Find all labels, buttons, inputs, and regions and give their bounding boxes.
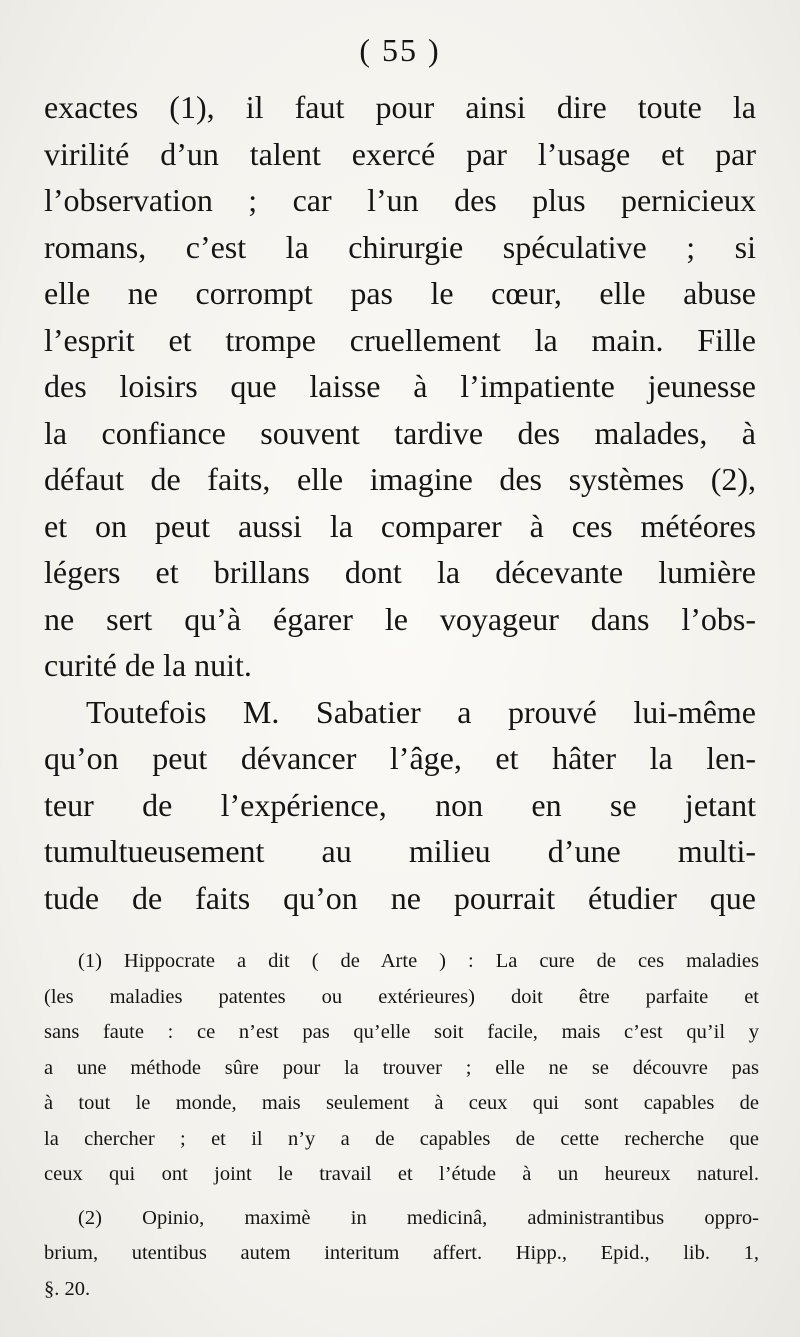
footnote-2-line: brium, utentibus autem interitum affert. Hipp., Epid., lib. 1, — [44, 1242, 759, 1264]
main-text — [44, 84, 756, 921]
text-line: Toutefois M. Sabatier a prouvé lui-même — [86, 693, 756, 730]
footnote-gap — [44, 1193, 759, 1201]
text-line: défaut de faits, elle imagine des systèmes (2), — [44, 461, 756, 497]
footnote-1-line: la chercher ; et il n’y a de capables de cette recherche que — [44, 1127, 759, 1150]
text-line: curité de la nuit. — [44, 647, 252, 683]
text-line: l’esprit et trompe cruellement la main. Fille — [44, 321, 756, 358]
text-line: teur de l’expérience, non en se jetant — [44, 786, 756, 823]
footnote-2-line: (2) Opinio, maximè in medicinâ, administrantibus oppro- — [78, 1206, 759, 1229]
footnote-1-line: a une méthode sûre pour la trouver ; elle ne se découvre pas — [44, 1056, 759, 1079]
page-number: ( 55 ) — [359, 32, 441, 68]
footnote-1-line: sans faute : ce n’est pas qu’elle soit facile, mais c’est qu’il y — [44, 1021, 759, 1043]
text-line: ne sert qu’à égarer le voyageur dans l’obs- — [44, 600, 756, 637]
footnote-1-line: (les maladies patentes ou extérieures) doit être parfaite et — [44, 985, 759, 1008]
text-line: elle ne corrompt pas le cœur, elle abuse — [44, 275, 756, 311]
text-line: qu’on peut dévancer l’âge, et hâter la len- — [44, 740, 756, 776]
text-line: la confiance souvent tardive des malades, à — [44, 414, 756, 451]
footnote-1-line: (1) Hippocrate a dit ( de Arte ) : La cure de ces maladies — [78, 950, 759, 972]
text-line: légers et brillans dont la décevante lumière — [44, 554, 756, 590]
text-line: tumultueusement au milieu d’une multi- — [44, 833, 756, 869]
text-line: romans, c’est la chirurgie spéculative ; si — [44, 228, 756, 265]
text-line: tude de faits qu’on ne pourrait étudier que — [44, 879, 756, 916]
text-line: exactes (1), il faut pour ainsi dire toute la — [44, 89, 756, 125]
footnotes — [44, 944, 759, 1307]
text-line: virilité d’un talent exercé par l’usage et par — [44, 135, 756, 172]
text-line: des loisirs que laisse à l’impatiente jeunesse — [44, 368, 756, 404]
text-line: et on peut aussi la comparer à ces météores — [44, 507, 756, 544]
text-line: l’observation ; car l’un des plus pernicieux — [44, 182, 756, 218]
footnote-1-line: à tout le monde, mais seulement à ceux qui sont capables de — [44, 1092, 759, 1114]
footnote-2-line: §. 20. — [44, 1277, 91, 1300]
footnote-1-line: ceux qui ont joint le travail et l’étude à un heureux naturel. — [44, 1163, 759, 1185]
